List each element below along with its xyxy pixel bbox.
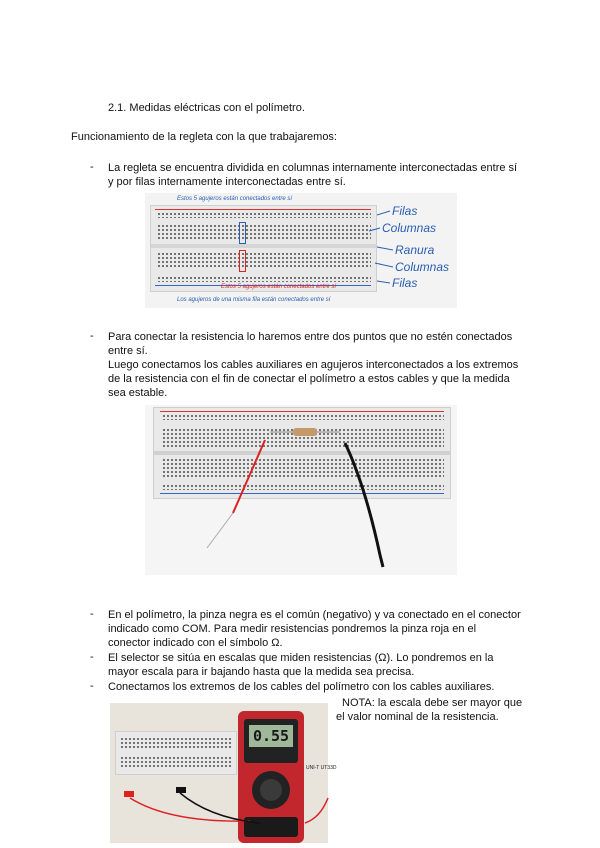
bullet2-line1: Para conectar la resistencia lo haremos entre dos puntos que no estén conectados (108, 331, 513, 343)
bullet5-line1: Conectamos los extremos de los cables del polímetro con los cables auxiliares. (108, 681, 495, 693)
note-line1: NOTA: la escala debe ser mayor que (342, 697, 523, 709)
bullet2-line3: Luego conectamos los cables auxiliares en agujeros interconectados a los extremos (108, 359, 519, 371)
bullet-marker: - (90, 680, 94, 692)
bullet3-line1: En el polímetro, la pinza negra es el común (negativo) y va conectado en el conector (108, 609, 521, 621)
bullet1-line1: La regleta se encuentra dividida en columnas internamente interconectadas entre sí (108, 162, 518, 174)
section-heading: 2.1. Medidas eléctricas con el polímetro. (108, 102, 305, 114)
bullet3-line3: conector indicado con el símbolo Ω. (108, 637, 283, 649)
intro-text: Funcionamiento de la regleta con la que trabajaremos: (71, 131, 337, 143)
bullet-marker: - (90, 608, 94, 620)
label-filas-bottom: Filas (392, 276, 418, 290)
bullet-marker: - (90, 161, 94, 173)
bullet4-line1: El selector se sitúa en escalas que miden resistencias (Ω). Lo pondremos en la (108, 652, 494, 664)
red-clip (124, 791, 134, 797)
multimeter-display: 0.55 (249, 725, 293, 747)
label-columnas-top: Columnas (382, 221, 437, 235)
label-filas-top: Filas (392, 204, 418, 218)
breadboard-photo-resistor (145, 405, 457, 575)
label-arrows (145, 193, 457, 308)
label-ranura: Ranura (395, 243, 435, 257)
breadboard-diagram (145, 193, 457, 308)
multimeter-model: UNI-T UT33D (306, 765, 337, 771)
test-leads (110, 703, 328, 843)
resistor (293, 428, 317, 436)
bullet3-line2: indicado como COM. Para medir resistencias pondremos la pinza roja en el (108, 623, 477, 635)
resistor-and-cables (145, 405, 457, 575)
bullet-marker: - (90, 330, 94, 342)
bullet2-line2: entre sí. (108, 345, 148, 357)
caption-mid: Estos 5 agujeros están conectados entre sí (221, 284, 337, 290)
bullet4-line2: mayor escala para ir bajando hasta que la medida sea precisa. (108, 666, 415, 678)
label-columnas-bottom: Columnas (395, 260, 450, 274)
note-line2: el valor nominal de la resistencia. (336, 711, 499, 723)
bullet-marker: - (90, 651, 94, 663)
black-clip (176, 787, 186, 793)
multimeter-photo (110, 703, 337, 843)
bullet1-line2: y por filas internamente interconectadas entre sí. (108, 176, 346, 188)
bullet2-line4: de la resistencia con el fin de conectar el polímetro a estos cables y que la medida (108, 373, 510, 385)
caption-top: Estos 5 agujeros están conectados entre sí (177, 196, 293, 202)
bullet2-line5: sea estable. (108, 387, 168, 399)
caption-bottom: Los agujeros de una misma fila están conectados entre sí (177, 297, 331, 303)
